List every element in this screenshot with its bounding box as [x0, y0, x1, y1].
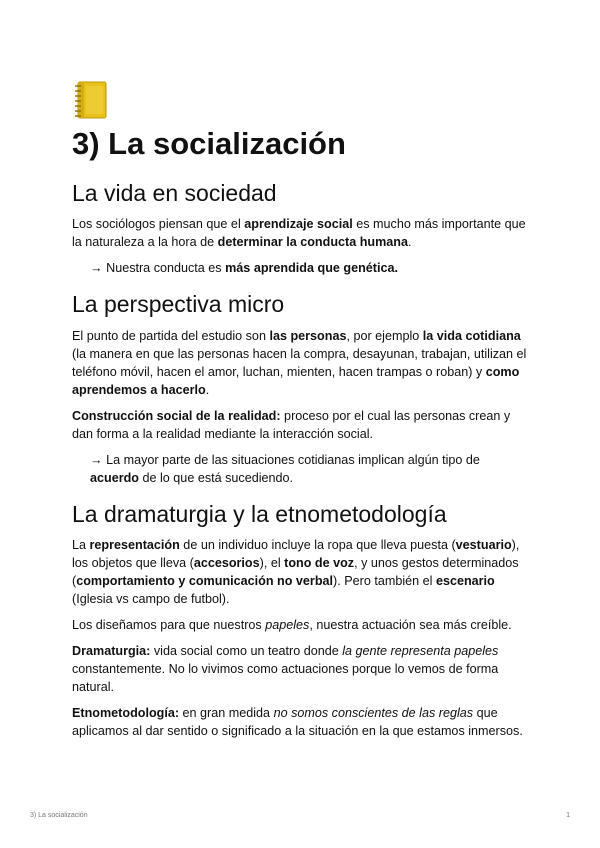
page-number: 1 — [566, 812, 570, 819]
paragraph: El punto de partida del estudio son las personas, por ejemplo la vida cotidiana (la manera en que las personas hacen la compra, desayunan, trabajan, utilizan el teléfono móvil, hacen el amor, luchan, mienten, hacen trampas o roban) y como aprendemos a hacerlo. — [72, 328, 527, 397]
document-body — [72, 80, 532, 748]
definition-paragraph: Dramaturgia: vida social como un teatro donde la gente representa papeles constantemente. No lo vivimos como actuaciones porque lo vemos de forma natural. — [72, 644, 499, 695]
arrow-paragraph: → La mayor parte de las situaciones cotidianas implican algún tipo de acuerdo de lo que está sucediendo. — [90, 452, 480, 485]
page-title: 3) La socialización — [72, 126, 346, 161]
arrow-icon: → — [90, 261, 103, 276]
section-heading-perspectiva-micro: La perspectiva micro — [72, 291, 285, 318]
footer-title: 3) La socialización — [30, 812, 88, 819]
notebook-icon — [72, 80, 110, 120]
paragraph: La representación de un individuo incluye la ropa que lleva puesta (vestuario), los objetos que lleva (accesorios), el tono de voz, y unos gestos determinados (comportamiento y comunicación no verbal). Pero también el escenario (Iglesia vs campo de futbol). — [72, 538, 520, 607]
definition-paragraph: Construcción social de la realidad: proceso por el cual las personas crean y dan forma a la realidad mediante la interacción social. — [72, 408, 511, 441]
section-heading-dramaturgia: La dramaturgia y la etnometodología — [72, 500, 447, 527]
arrow-paragraph: → Nuestra conducta es más aprendida que genética. — [90, 261, 398, 276]
paragraph: Los sociólogos piensan que el aprendizaje social es mucho más importante que la naturaleza a la hora de determinar la conducta humana. — [72, 217, 526, 250]
paragraph: Los diseñamos para que nuestros papeles, nuestra actuación sea más creíble. — [72, 618, 512, 633]
arrow-icon: → — [90, 452, 103, 467]
section-heading-vida-sociedad: La vida en sociedad — [72, 179, 277, 206]
definition-paragraph: Etnometodología: en gran medida no somos conscientes de las reglas que aplicamos al dar sentido o significado a la situación en la que estamos inmersos. — [72, 706, 523, 739]
